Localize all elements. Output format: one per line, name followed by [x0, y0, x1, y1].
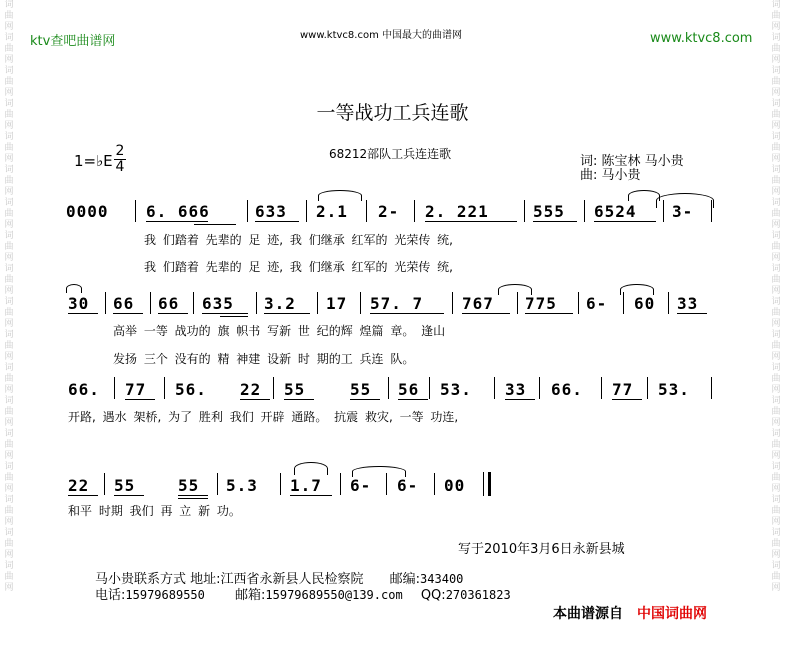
- underline: [220, 316, 248, 317]
- line2-measure: 3.2: [264, 294, 296, 313]
- line1-measure: 0000: [66, 202, 109, 221]
- barline: [578, 292, 579, 314]
- slur: [294, 462, 328, 475]
- watermark-left: 词曲网词曲网词曲网词曲网词曲网词曲网词曲网词曲网词曲网词曲网词曲网词曲网词曲网词曲网词曲网词曲网词曲网词曲网: [4, 0, 14, 593]
- barline: [668, 292, 669, 314]
- line3-measure: 55: [284, 380, 306, 399]
- barline: [105, 292, 106, 314]
- line4-measure: 55: [114, 476, 136, 495]
- barline: [524, 200, 525, 222]
- barline: [647, 377, 648, 399]
- barline: [623, 292, 624, 314]
- underline: [594, 221, 656, 222]
- barline: [217, 473, 218, 495]
- underline: [350, 399, 380, 400]
- barline: [434, 473, 435, 495]
- barline: [429, 377, 430, 399]
- underline: [612, 399, 642, 400]
- slur: [498, 284, 532, 295]
- line4-measure: 22: [68, 476, 90, 495]
- line2-measure: 66: [113, 294, 135, 313]
- source-credit: [553, 603, 707, 623]
- line3-measure: 66.: [551, 380, 583, 399]
- slur: [66, 284, 82, 293]
- barline: [388, 377, 389, 399]
- underline: [194, 224, 236, 225]
- email-value[interactable]: 15979689550@139.com: [265, 588, 403, 602]
- site-logo-left[interactable]: ktv查吧曲谱网: [30, 34, 116, 49]
- line3-measure: 53.: [658, 380, 690, 399]
- line3-measure: 33: [505, 380, 527, 399]
- key-signature: 1=♭E: [74, 152, 113, 170]
- underline: [114, 495, 144, 496]
- line2-measure: 775: [525, 294, 557, 313]
- line3-measure: 56: [398, 380, 420, 399]
- phone-value: 15979689550: [125, 588, 205, 602]
- line4-lyric: 和平 时期 我们 再 立 新 功。: [68, 504, 241, 518]
- underline: [398, 399, 428, 400]
- composer: 曲: 马小贵: [580, 168, 641, 183]
- underline: [677, 313, 707, 314]
- line2-lyric-verse1: 高举 一等 战功的 旗 帜书 写新 世 纪的辉 煌篇 章。 逢山: [113, 324, 446, 338]
- underline: [178, 498, 208, 499]
- barline: [452, 292, 453, 314]
- underline: [68, 313, 98, 314]
- underline: [533, 221, 577, 222]
- underline: [264, 313, 310, 314]
- line1-lyric-verse2: 我 们踏着 先辈的 足 迹, 我 们继承 红军的 光荣传 统,: [144, 260, 453, 274]
- barline: [483, 472, 484, 496]
- barline: [517, 292, 518, 314]
- postcode-label: 邮编:: [389, 572, 421, 587]
- line4-measure: 1.7: [290, 476, 322, 495]
- underline: [113, 313, 143, 314]
- meter-bottom: 4: [115, 159, 125, 175]
- line3-lyric: 开路, 遇水 架桥, 为了 胜利 我们 开辟 通路。 抗震 救灾, 一等 功连,: [68, 410, 459, 424]
- underline: [240, 399, 270, 400]
- underline: [68, 495, 98, 496]
- line3-measure: 56.: [175, 380, 207, 399]
- barline: [273, 377, 274, 399]
- line3-measure: 22: [240, 380, 262, 399]
- underline: [525, 313, 573, 314]
- line1-measure: 2. 221: [425, 202, 489, 221]
- underline: [146, 221, 208, 222]
- barline: [414, 200, 415, 222]
- line2-measure: 635: [202, 294, 234, 313]
- underline: [158, 313, 188, 314]
- underline: [290, 495, 332, 496]
- underline: [125, 399, 155, 400]
- contact-address: 马小贵联系方式 地址:江西省永新县人民检察院: [95, 572, 364, 587]
- line3-measure: 53.: [440, 380, 472, 399]
- line3-measure: 77: [125, 380, 147, 399]
- final-barline: [488, 472, 491, 496]
- phone-label: 电话:: [95, 588, 126, 603]
- barline: [584, 200, 585, 222]
- barline: [539, 377, 540, 399]
- barline: [247, 200, 248, 222]
- line4-measure: 5.3: [226, 476, 258, 495]
- watermark-right: 词曲网词曲网词曲网词曲网词曲网词曲网词曲网词曲网词曲网词曲网词曲网词曲网词曲网词曲网词曲网词曲网词曲网词曲网: [771, 0, 781, 593]
- slur: [656, 193, 714, 208]
- line2-measure: 6-: [586, 294, 608, 313]
- contact-line-2: [95, 584, 511, 603]
- slur: [352, 466, 406, 477]
- email-label: 邮箱:: [235, 588, 266, 603]
- line2-measure: 30: [68, 294, 90, 313]
- line2-measure: 17: [326, 294, 348, 313]
- lyricist: 词: 陈宝林 马小贵: [580, 154, 684, 169]
- slur: [620, 284, 654, 295]
- barline: [366, 200, 367, 222]
- underline: [462, 313, 510, 314]
- line3-measure: 77: [612, 380, 634, 399]
- qq-value: 270361823: [445, 588, 511, 602]
- qq-label: QQ:: [420, 588, 446, 603]
- source-site-link[interactable]: 中国词曲网: [637, 606, 707, 622]
- line4-measure: 6-: [397, 476, 419, 495]
- barline: [193, 292, 194, 314]
- line1-measure: 6. 666: [146, 202, 210, 221]
- underline: [178, 495, 208, 496]
- underline: [202, 313, 248, 314]
- source-label: 本曲谱源自: [553, 606, 623, 622]
- line1-measure: 633: [255, 202, 287, 221]
- line2-measure: 66: [158, 294, 180, 313]
- line1-measure: 2-: [378, 202, 400, 221]
- underline: [255, 221, 299, 222]
- site-url-right[interactable]: www.ktvc8.com: [650, 31, 753, 46]
- barline: [256, 292, 257, 314]
- barline: [360, 292, 361, 314]
- postcode-value: 343400: [420, 572, 464, 586]
- barline: [150, 292, 151, 314]
- barline: [164, 377, 165, 399]
- barline: [494, 377, 495, 399]
- barline: [601, 377, 602, 399]
- time-signature: [114, 144, 126, 175]
- line2-measure: 33: [677, 294, 699, 313]
- line4-measure: 6-: [350, 476, 372, 495]
- barline: [280, 473, 281, 495]
- line1-measure: 6524: [594, 202, 637, 221]
- line2-measure: 57. 7: [370, 294, 424, 313]
- line3-measure: 66.: [68, 380, 100, 399]
- site-banner[interactable]: www.ktvc8.com 中国最大的曲谱网: [300, 30, 463, 41]
- song-title: 一等战功工兵连歌: [316, 102, 469, 124]
- line4-measure: 55: [178, 476, 200, 495]
- line4-measure: 00: [444, 476, 466, 495]
- underline: [284, 399, 314, 400]
- line1-lyric-verse1: 我 们踏着 先辈的 足 迹, 我 们继承 红军的 光荣传 统,: [144, 233, 453, 247]
- barline: [104, 473, 105, 495]
- composition-date: 写于2010年3月6日永新县城: [458, 542, 625, 557]
- meter-top: 2: [115, 143, 125, 159]
- barline: [340, 473, 341, 495]
- song-subtitle: 68212部队工兵连连歌: [329, 147, 452, 161]
- line2-lyric-verse2: 发扬 三个 没有的 精 神建 设新 时 期的工 兵连 队。: [113, 352, 415, 366]
- underline: [425, 221, 517, 222]
- line1-measure: 2.1: [316, 202, 348, 221]
- barline: [711, 377, 712, 399]
- barline: [135, 200, 136, 222]
- slur: [318, 190, 362, 201]
- line1-measure: 555: [533, 202, 565, 221]
- underline: [370, 313, 444, 314]
- barline: [317, 292, 318, 314]
- line1-measure: 3-: [672, 202, 694, 221]
- line2-measure: 767: [462, 294, 494, 313]
- barline: [306, 200, 307, 222]
- underline: [505, 399, 535, 400]
- line3-measure: 55: [350, 380, 372, 399]
- line2-measure: 60: [634, 294, 656, 313]
- barline: [114, 377, 115, 399]
